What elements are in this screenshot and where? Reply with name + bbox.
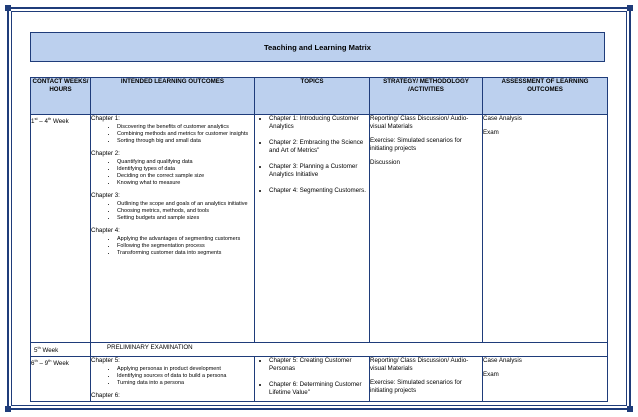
chapter-label: Chapter 6: bbox=[91, 392, 120, 400]
strategy-text: Discussion bbox=[370, 159, 400, 166]
preliminary-exam-label: PRELIMINARY EXAMINATION bbox=[91, 343, 608, 357]
chapter-label: Chapter 5: bbox=[91, 357, 120, 365]
list-item: • Combining methods and metrics for customer insights bbox=[117, 131, 254, 138]
list-item: • Chapter 5: Creating Customer Personas bbox=[269, 357, 369, 373]
list-item: • Applying the advantages of segmenting customers bbox=[117, 236, 254, 243]
assessment-text: Case Analysis bbox=[483, 357, 522, 365]
table-row bbox=[31, 343, 608, 357]
corner-ornament bbox=[5, 406, 11, 412]
header-topics: TOPICS bbox=[255, 78, 370, 115]
list-item: • Applying personas in product development bbox=[117, 366, 254, 373]
table-row bbox=[31, 115, 608, 343]
chapter-label: Chapter 4: bbox=[91, 227, 120, 234]
corner-ornament bbox=[627, 406, 633, 412]
ilo-cell bbox=[91, 115, 255, 343]
list-item: • Turning data into a persona bbox=[117, 380, 254, 387]
list-item: • Chapter 3: Planning a Customer Analytics Initiative bbox=[269, 163, 369, 179]
week-cell: 6th – 9th Week bbox=[31, 357, 91, 402]
week-cell: 5th Week bbox=[31, 343, 91, 357]
list-item: • Chapter 1: Introducing Customer Analytics bbox=[269, 115, 369, 131]
list-item: • Sorting through big and small data bbox=[117, 138, 254, 145]
chapter-outcomes bbox=[91, 124, 254, 145]
list-item: • Chapter 6: Determining Customer Lifetime Value" bbox=[269, 381, 369, 397]
list-item: • Outlining the scope and goals of an analytics initiative bbox=[117, 201, 254, 208]
corner-ornament bbox=[627, 5, 633, 11]
header-assessment: ASSESSMENT OF LEARNING OUTCOMES bbox=[483, 78, 608, 115]
header-ilo: INTENDED LEARNING OUTCOMES bbox=[91, 78, 255, 115]
chapter-label: Chapter 1: bbox=[91, 115, 120, 122]
strategy-cell bbox=[370, 115, 483, 343]
assessment-text: Case Analysis bbox=[483, 115, 522, 122]
list-item: • Discovering the benefits of customer analytics bbox=[117, 124, 254, 131]
chapter-outcomes bbox=[91, 366, 254, 387]
chapter-label: Chapter 2: bbox=[91, 150, 120, 157]
list-item: • Identifying types of data bbox=[117, 166, 254, 173]
list-item: • Deciding on the correct sample size bbox=[117, 173, 254, 180]
ilo-cell bbox=[91, 357, 255, 402]
table-row bbox=[31, 357, 608, 402]
chapter-outcomes bbox=[91, 201, 254, 222]
assessment-text: Exam bbox=[483, 129, 499, 136]
list-item: • Choosing metrics, methods, and tools bbox=[117, 208, 254, 215]
topics-cell bbox=[255, 357, 370, 402]
header-row bbox=[31, 78, 608, 115]
topics-list bbox=[255, 357, 369, 397]
strategy-cell bbox=[370, 357, 483, 402]
chapter-label: Chapter 3: bbox=[91, 192, 120, 199]
assessment-cell bbox=[483, 115, 608, 343]
week-cell: 1st – 4th Week bbox=[31, 115, 91, 343]
header-strategy: STRATEGY/ METHODOLOGY /ACTIVITIES bbox=[370, 78, 483, 115]
list-item: • Quantifying and qualifying data bbox=[117, 159, 254, 166]
header-contact-weeks: CONTACT WEEKS/ HOURS bbox=[31, 78, 91, 115]
matrix-title: Teaching and Learning Matrix bbox=[30, 32, 605, 62]
strategy-text: Exercise: Simulated scenarios for initiating projects bbox=[370, 379, 462, 395]
list-item: • Setting budgets and sample sizes bbox=[117, 215, 254, 222]
assessment-text: Exam bbox=[483, 371, 499, 379]
list-item: • Chapter 2: Embracing the Science and Art of Metrics" bbox=[269, 139, 369, 155]
matrix-table bbox=[30, 77, 608, 402]
chapter-outcomes bbox=[91, 159, 254, 187]
list-item: • Identifying sources of data to build a persona bbox=[117, 373, 254, 380]
topics-list bbox=[255, 115, 369, 195]
corner-ornament bbox=[5, 5, 11, 11]
assessment-cell bbox=[483, 357, 608, 402]
list-item: • Following the segmentation process bbox=[117, 243, 254, 250]
list-item: • Knowing what to measure bbox=[117, 180, 254, 187]
list-item: • Transforming customer data into segments bbox=[117, 250, 254, 257]
strategy-text: Reporting/ Class Discussion/ Audio-visual Materials bbox=[370, 357, 469, 373]
list-item: • Chapter 4: Segmenting Customers. bbox=[269, 187, 369, 195]
topics-cell bbox=[255, 115, 370, 343]
strategy-text: Exercise: Simulated scenarios for initiating projects bbox=[370, 137, 462, 152]
strategy-text: Reporting/ Class Discussion/ Audio-visual Materials bbox=[370, 115, 469, 130]
chapter-outcomes bbox=[91, 236, 254, 257]
